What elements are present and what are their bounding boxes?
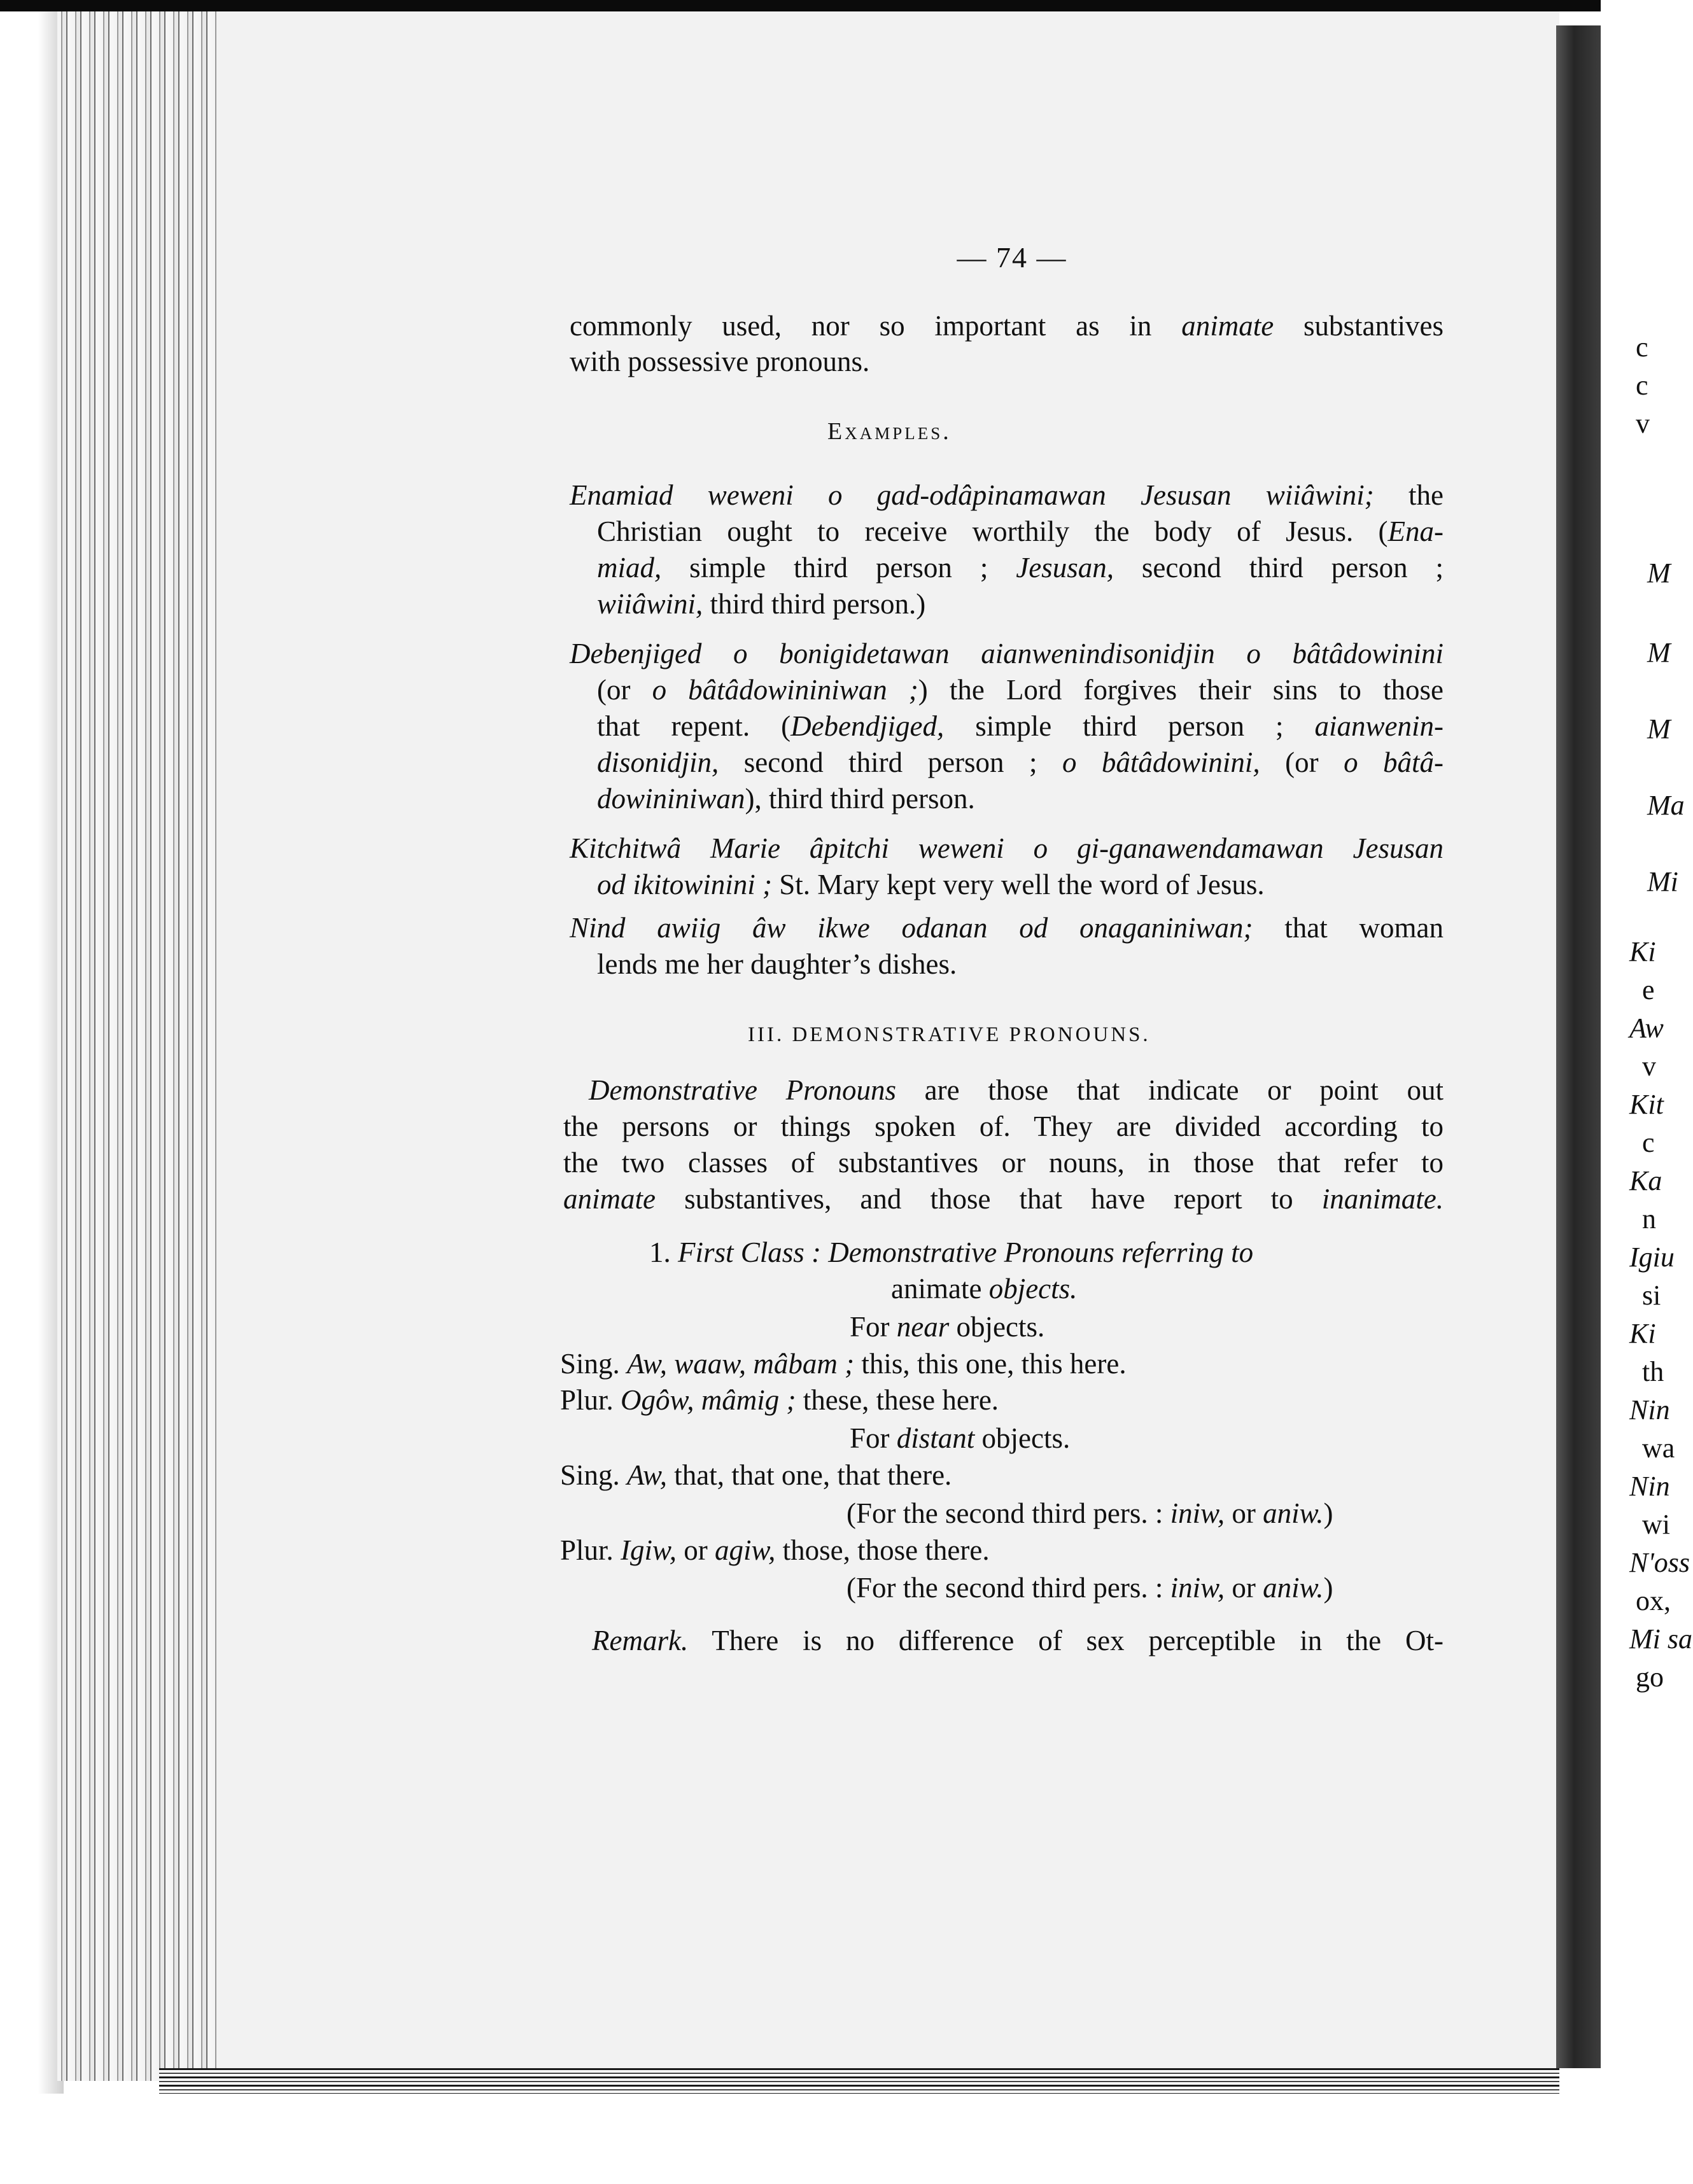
facing-page-text: Ma [1647, 790, 1685, 821]
sing-near-line: Sing. Aw, waaw, mâbam ; this, this one, this here. [560, 1348, 1127, 1380]
remark-line: Remark. There is no difference of sex perceptible in the Ot- [592, 1625, 1444, 1656]
example-2-line-4: disonidjin, second third person ; o bâtâdowinini, (or o bâtâ- [597, 746, 1444, 778]
facing-page-text: wi [1642, 1509, 1670, 1540]
demonstrative-para-line-4: animate substantives, and those that have report to inanimate. [563, 1183, 1444, 1215]
example-1-line-4: wiiâwini, third third person.) [597, 588, 926, 620]
facing-page-text: go [1636, 1662, 1664, 1693]
facing-page-text: Ki [1629, 1318, 1656, 1349]
facing-page-text: Nin [1629, 1471, 1670, 1502]
facing-page-text: wa [1642, 1432, 1675, 1464]
facing-page-text: e [1642, 974, 1655, 1005]
intro-line-1: commonly used, nor so important as in animate substantives [570, 310, 1444, 342]
scan-border-top [0, 0, 1693, 11]
plur-distant-line: Plur. Igiw, or agiw, those, those there. [560, 1534, 990, 1566]
example-2-line-1: Debenjiged o bonigidetawan aianwenindisonidjin o bâtâdowinini [570, 638, 1444, 669]
facing-page-text: Ki [1629, 936, 1656, 967]
facing-page-text: th [1642, 1356, 1664, 1387]
example-1-line-2: Christian ought to receive worthily the body of Jesus. (Ena- [597, 515, 1444, 547]
example-4-line-1: Nind awiig âw ikwe odanan od onaganiniwan; that woman [570, 912, 1444, 944]
facing-page-text: Mi [1647, 866, 1678, 897]
facing-page-text: Nin [1629, 1394, 1670, 1425]
distant-objects-heading: For distant objects. [850, 1422, 1071, 1454]
facing-page-text: M [1647, 713, 1671, 745]
facing-page-text: c [1636, 332, 1648, 363]
facing-page-text: Kit [1629, 1089, 1664, 1120]
sing-distant-line: Sing. Aw, that, that one, that there. [560, 1459, 952, 1491]
demonstrative-para-line-1: Demonstrative Pronouns are those that indicate or point out [589, 1074, 1444, 1106]
scan-margin-bottom [0, 2094, 1601, 2184]
facing-page-text: Igiu [1629, 1242, 1675, 1273]
facing-page-text: Mi sa [1629, 1623, 1692, 1655]
demonstrative-para-line-2: the persons or things spoken of. They are divided according to [563, 1110, 1444, 1142]
facing-page-text: M [1647, 557, 1671, 589]
example-2-line-3: that repent. (Debendjiged, simple third person ; aianwenin- [597, 710, 1444, 742]
example-3-line-2: od ikitowinini ; St. Mary kept very well the word of Jesus. [597, 869, 1265, 900]
facing-page-text: v [1642, 1051, 1656, 1082]
near-objects-heading: For near objects. [850, 1311, 1045, 1343]
facing-page-text: si [1642, 1280, 1661, 1311]
facing-page-text: c [1636, 370, 1648, 401]
example-2-line-5: dowininiwan), third third person. [597, 783, 975, 815]
facing-page-text: Aw [1629, 1012, 1664, 1044]
page-bottom-edge [159, 2068, 1559, 2094]
first-class-title: 1. First Class : Demonstrative Pronouns referring to [649, 1236, 1254, 1268]
facing-page-text: M [1647, 637, 1671, 668]
page-number: — 74 — [957, 241, 1067, 274]
facing-page-text: v [1636, 408, 1650, 439]
first-class-subtitle: animate objects. [891, 1273, 1078, 1305]
example-2-line-2: (or o bâtâdowininiwan ;) the Lord forgives their sins to those [597, 674, 1444, 706]
facing-page-text: Ka [1629, 1165, 1662, 1196]
facing-page-text: ox, [1636, 1585, 1671, 1616]
example-4-line-2: lends me her daughter’s dishes. [597, 948, 957, 980]
examples-heading: Examples. [827, 418, 952, 445]
facing-page-text: c [1642, 1127, 1655, 1158]
plur-near-line: Plur. Ogôw, mâmig ; these, these here. [560, 1384, 999, 1416]
page-stack-edge [57, 0, 224, 2081]
section-heading: III. DEMONSTRATIVE PRONOUNS. [748, 1023, 1151, 1046]
second-third-note-2: (For the second third pers. : iniw, or aniw.) [846, 1572, 1333, 1604]
intro-line-2: with possessive pronouns. [570, 346, 870, 377]
facing-page-text: n [1642, 1203, 1656, 1235]
example-3-line-1: Kitchitwâ Marie âpitchi weweni o gi-ganawendamawan Jesusan [570, 832, 1444, 864]
facing-page-text: N'oss [1629, 1547, 1690, 1578]
example-1-line-3: miad, simple third person ; Jesusan, second third person ; [597, 552, 1444, 584]
example-1-line-1: Enamiad weweni o gad-odâpinamawan Jesusan wiiâwini; the [570, 479, 1444, 511]
book-gutter [1556, 25, 1601, 2068]
facing-page-fragment [1601, 0, 1693, 2184]
second-third-note-1: (For the second third pers. : iniw, or aniw.) [846, 1497, 1333, 1529]
demonstrative-para-line-3: the two classes of substantives or nouns, in those that refer to [563, 1147, 1444, 1179]
